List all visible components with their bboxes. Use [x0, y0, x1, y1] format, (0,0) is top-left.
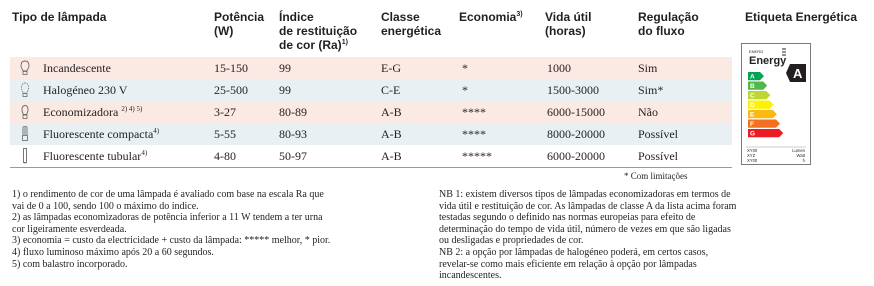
ra-value: 80-89	[279, 105, 307, 119]
compact-fluorescent-icon	[20, 126, 30, 142]
nb-line: vida útil e restituição de cor. As lâmpadas de classe A da lista acima foram	[439, 200, 737, 212]
table-row	[10, 145, 732, 167]
lamp-name	[43, 127, 159, 141]
regulacao-value: Possível	[638, 127, 679, 141]
limitacoes-note: * Com limitações	[624, 171, 688, 181]
incandescent-bulb-icon	[20, 60, 30, 76]
nb-line: incandescentes.	[439, 270, 502, 282]
economia-value: *	[462, 61, 468, 75]
energy-class-letter: D	[750, 102, 755, 110]
table-row	[10, 79, 732, 101]
footnote-line: 3) economia = custo da electricidade + custo da lâmpada: ***** melhor, * pior.	[12, 235, 331, 247]
header-economia-text: Economia	[459, 10, 517, 24]
potencia-value: 15-150	[214, 61, 248, 75]
energy-class-letter: E	[750, 111, 755, 119]
nb-line: determinação do tempo de vida útil, número de vezes em que são ligadas	[439, 223, 731, 235]
header-economia	[459, 10, 523, 24]
potencia-value: 5-55	[214, 127, 236, 141]
potencia-value: 3-27	[214, 105, 236, 119]
nb-line: NB 1: existem diversos tipos de lâmpadas economizadoras em termos de	[439, 189, 731, 200]
energy-label-header	[749, 49, 787, 67]
footnote-line: 2) as lâmpadas economizadoras de potência inferior a 11 W tendem a ter urna	[12, 212, 323, 224]
economia-value: *	[462, 83, 468, 97]
header-indice-text: de cor (Ra)	[279, 38, 342, 52]
classe-value: C-E	[381, 83, 401, 97]
lamp-name-footnote-ref: 4)	[141, 149, 148, 157]
lamp-name-footnote-ref: 4)	[153, 127, 160, 135]
etiqueta-title: Etiqueta Energética	[745, 10, 858, 24]
energy-label-footer-code: XYZ	[747, 153, 756, 158]
regulacao-value: Não	[638, 105, 658, 119]
header-vida-line1: Vida útil	[545, 10, 592, 24]
footnote-line: 4) fluxo luminoso máximo após 20 a 60 segundos.	[12, 246, 214, 258]
header-potencia	[214, 10, 264, 38]
energy-label-graphic	[742, 44, 810, 164]
energy-label-footer-unit: Watt	[796, 153, 805, 158]
energy-class-letter: A	[750, 73, 755, 81]
classe-value: E-G	[381, 61, 401, 75]
ra-value: 50-97	[279, 149, 307, 163]
header-economia-footnote-ref: 3)	[516, 11, 523, 18]
header-vida-line2: (horas)	[545, 24, 586, 38]
lamp-name-footnote-ref: 2) 4) 5)	[121, 105, 143, 113]
lamp-name: Incandescente	[43, 61, 111, 75]
energy-class-letter: F	[750, 121, 754, 129]
header-vida	[545, 10, 591, 38]
header-indice-line3	[279, 38, 357, 52]
header-regulacao	[638, 10, 699, 38]
footnotes-block	[12, 189, 412, 270]
footnote-line: 1) o rendimento de cor de uma lâmpada é avaliado com base na escala Ra que	[12, 189, 324, 200]
table-row	[10, 123, 732, 145]
economia-value: ****	[462, 127, 486, 141]
lamp-name: Halogéneo 230 V	[43, 83, 128, 97]
lamp-name-text: Fluorescente tubular	[43, 149, 142, 163]
energy-label-footer-code: XY00	[747, 148, 758, 153]
regulacao-value: Sim	[638, 61, 658, 75]
tube-fluorescent-icon	[20, 148, 30, 164]
classe-value: A-B	[381, 105, 402, 119]
economia-value: *****	[462, 149, 492, 163]
header-indice	[279, 10, 357, 52]
rated-class-arrow	[786, 64, 806, 82]
ra-value: 99	[279, 83, 291, 97]
energy-class-letter: G	[750, 130, 756, 138]
energy-label-footer	[747, 148, 806, 163]
header-indice-line2: de restituição	[279, 24, 358, 38]
header-classe	[381, 10, 441, 38]
lamp-name	[43, 149, 147, 163]
rated-class-letter: A	[793, 66, 803, 81]
halogen-bulb-icon	[20, 82, 30, 98]
header-tipo-text: Tipo de lâmpada	[12, 10, 107, 24]
energy-class-bars	[748, 72, 783, 138]
header-indice-footnote-ref: 1)	[341, 39, 348, 46]
footnote-line: vai de 0 a 100, sendo 100 o máximo do índice.	[12, 200, 199, 212]
header-regulacao-line2: do fluxo	[638, 24, 685, 38]
energy-class-letter: C	[750, 92, 755, 100]
lamp-name-text: Fluorescente compacta	[43, 127, 154, 141]
lamp-name-text: Economizadora	[43, 105, 119, 119]
vida-value: 8000-20000	[547, 127, 605, 141]
header-classe-line2: energética	[381, 24, 442, 38]
energy-label-figure	[741, 43, 811, 165]
header-regulacao-line1: Regulação	[638, 10, 699, 24]
potencia-value: 25-500	[214, 83, 248, 97]
classe-value: A-B	[381, 127, 402, 141]
economy-bulb-icon	[20, 104, 30, 120]
regulacao-value: Possível	[638, 149, 679, 163]
table-row	[10, 101, 732, 123]
potencia-value: 4-80	[214, 149, 236, 163]
vida-value: 6000-15000	[547, 105, 605, 119]
nb-line: ou desligadas e propriedades de cor.	[439, 235, 584, 247]
vida-value: 6000-20000	[547, 149, 605, 163]
regulacao-value: Sim*	[638, 83, 664, 97]
table-row	[10, 57, 732, 79]
header-tipo	[12, 10, 106, 24]
header-potencia-line2: (W)	[214, 24, 234, 38]
nb-notes-block	[439, 189, 864, 282]
header-classe-line1: Classe	[381, 10, 420, 24]
ra-value: 99	[279, 61, 291, 75]
svg-text:ENERG: ENERG	[749, 49, 764, 54]
ra-value: 80-93	[279, 127, 307, 141]
header-indice-line1: Índice	[279, 10, 314, 24]
energy-label-footer-code: XY00	[747, 158, 758, 163]
energy-class-letter: B	[750, 83, 755, 91]
energy-label-footer-unit: h	[802, 158, 805, 163]
header-potencia-line1: Potência	[214, 10, 265, 24]
vida-value: 1500-3000	[547, 83, 599, 97]
energy-label-footer-unit: Lumen	[792, 148, 805, 153]
footnote-line: 5) com balastro incorporado.	[12, 258, 128, 270]
svg-text:Energy: Energy	[749, 55, 787, 67]
economia-value: ****	[462, 105, 486, 119]
nb-line: testadas segundo o definido nas normas europeias para efeito de	[439, 212, 696, 224]
table-bottom-rule	[10, 167, 732, 168]
lamp-name	[43, 105, 142, 119]
nb-line: NB 2: a opção por lâmpadas de halogéneo poderá, em certos casos,	[439, 246, 709, 258]
vida-value: 1000	[547, 61, 571, 75]
classe-value: A-B	[381, 149, 402, 163]
footnote-line: cor ligeiramente esverdeada.	[12, 223, 127, 235]
nb-line: revelar-se como mais eficiente em relação à opção por lâmpadas	[439, 258, 697, 270]
